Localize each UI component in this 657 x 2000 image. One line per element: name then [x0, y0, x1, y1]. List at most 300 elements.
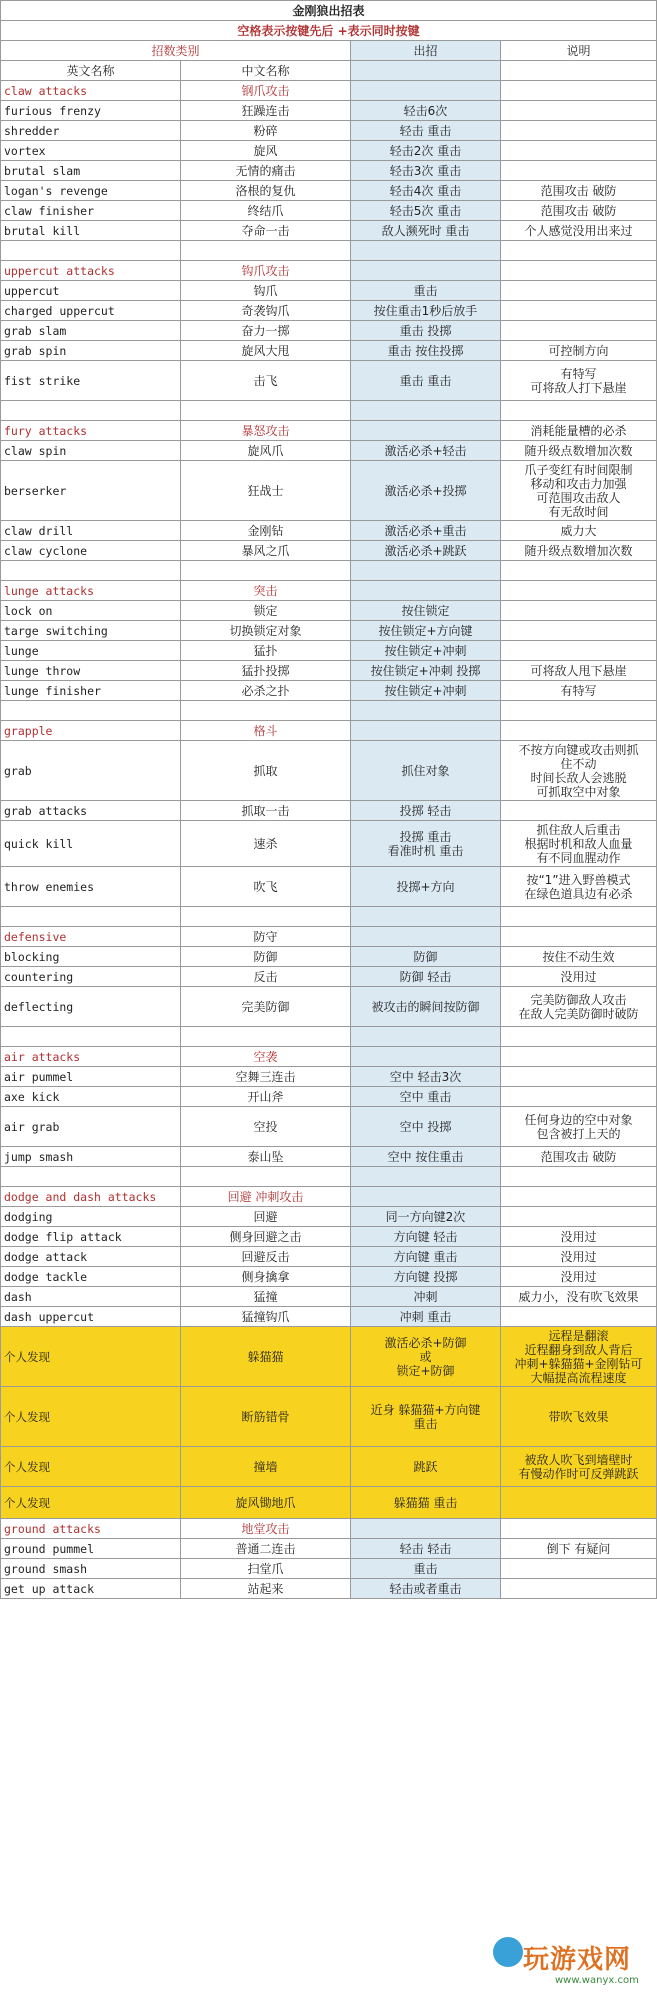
empty-cell [501, 401, 657, 421]
note-cell: 可控制方向 [501, 341, 657, 361]
note-cell: 个人感觉没用出来过 [501, 221, 657, 241]
chinese-name-cell: 突击 [181, 581, 351, 601]
chinese-name-cell: 防守 [181, 927, 351, 947]
move-input-cell: 方向键 重击 [351, 1247, 501, 1267]
move-input-cell [351, 1519, 501, 1539]
chinese-name-cell: 暴风之爪 [181, 541, 351, 561]
move-input-cell: 激活必杀+防御 或 锁定+防御 [351, 1327, 501, 1387]
note-cell: 消耗能量槽的必杀 [501, 421, 657, 441]
table-row [1, 461, 657, 521]
table-row [1, 741, 657, 801]
chinese-name-cell: 躲猫猫 [181, 1327, 351, 1387]
note-cell: 可将敌人甩下悬崖 [501, 661, 657, 681]
chinese-name-cell: 奇袭钩爪 [181, 301, 351, 321]
note-cell: 被敌人吹飞到墙壁时 有慢动作时可反弹跳跃 [501, 1447, 657, 1487]
chinese-name-cell: 钩爪攻击 [181, 261, 351, 281]
move-input-cell: 按住锁定+方向键 [351, 621, 501, 641]
english-name-cell: 个人发现 [1, 1447, 181, 1487]
english-name-cell: lunge throw [1, 661, 181, 681]
chinese-name-cell: 断筋错骨 [181, 1387, 351, 1447]
table-row [1, 1539, 657, 1559]
note-cell [501, 81, 657, 101]
table-row [1, 1447, 657, 1487]
note-cell [501, 161, 657, 181]
chinese-name-cell: 地堂攻击 [181, 1519, 351, 1539]
english-name-cell: defensive [1, 927, 181, 947]
chinese-name-cell: 格斗 [181, 721, 351, 741]
watermark-url: www.wanyx.com [555, 1975, 639, 1986]
english-name-cell: brutal slam [1, 161, 181, 181]
note-cell: 倒下 有疑问 [501, 1539, 657, 1559]
table-row [1, 1559, 657, 1579]
empty-cell [351, 701, 501, 721]
move-input-cell: 按住锁定+冲刺 投掷 [351, 661, 501, 681]
subheader-row [1, 61, 657, 81]
note-cell [501, 301, 657, 321]
category-row [1, 1519, 657, 1539]
note-cell [501, 1307, 657, 1327]
note-cell [501, 1087, 657, 1107]
note-cell [501, 1187, 657, 1207]
page-title: 金刚狼出招表 [1, 1, 657, 21]
note-cell [501, 321, 657, 341]
table-row [1, 1579, 657, 1599]
note-cell: 不按方向键或攻击则抓 住不动 时间长敌人会逃脱 可抓取空中对象 [501, 741, 657, 801]
table-row [1, 181, 657, 201]
table-row [1, 1147, 657, 1167]
note-cell [501, 101, 657, 121]
english-name-cell: quick kill [1, 821, 181, 867]
table-row [1, 1287, 657, 1307]
chinese-name-cell: 锁定 [181, 601, 351, 621]
move-input-cell: 激活必杀+投掷 [351, 461, 501, 521]
chinese-name-cell: 旋风 [181, 141, 351, 161]
table-row [1, 947, 657, 967]
chinese-name-cell: 回避反击 [181, 1247, 351, 1267]
chinese-name-cell: 撞墙 [181, 1447, 351, 1487]
table-row [1, 361, 657, 401]
english-name-cell: blocking [1, 947, 181, 967]
table-row [1, 281, 657, 301]
english-name-cell: 个人发现 [1, 1487, 181, 1519]
table-row [1, 441, 657, 461]
move-input-cell: 重击 按住投掷 [351, 341, 501, 361]
move-input-cell: 投掷+方向 [351, 867, 501, 907]
note-cell: 按住不动生效 [501, 947, 657, 967]
chinese-name-cell: 侧身回避之击 [181, 1227, 351, 1247]
empty-cell [501, 907, 657, 927]
table-row [1, 1307, 657, 1327]
english-name-cell: claw finisher [1, 201, 181, 221]
english-name-cell: dash [1, 1287, 181, 1307]
note-cell: 范围攻击 破防 [501, 181, 657, 201]
english-name-cell: grab attacks [1, 801, 181, 821]
english-name-cell: uppercut attacks [1, 261, 181, 281]
category-row [1, 721, 657, 741]
empty-cell [181, 241, 351, 261]
move-input-cell: 重击 投掷 [351, 321, 501, 341]
empty-cell [1, 561, 181, 581]
chinese-name-cell: 无情的痛击 [181, 161, 351, 181]
move-input-cell: 轻击 重击 [351, 121, 501, 141]
move-input-cell: 空中 轻击3次 [351, 1067, 501, 1087]
chinese-name-cell: 反击 [181, 967, 351, 987]
move-input-cell: 防御 轻击 [351, 967, 501, 987]
chinese-name-cell: 击飞 [181, 361, 351, 401]
watermark-text: 玩游戏网 [523, 1945, 632, 1975]
move-input-cell: 轻击或者重击 [351, 1579, 501, 1599]
move-input-cell: 激活必杀+跳跃 [351, 541, 501, 561]
spacer-row [1, 1027, 657, 1047]
chinese-name-cell: 回避 冲刺攻击 [181, 1187, 351, 1207]
table-row [1, 1227, 657, 1247]
english-name-cell: shredder [1, 121, 181, 141]
note-cell [501, 1207, 657, 1227]
table-row [1, 987, 657, 1027]
empty-cell [351, 241, 501, 261]
chinese-name-cell: 切换锁定对象 [181, 621, 351, 641]
english-name-cell: furious frenzy [1, 101, 181, 121]
table-row [1, 521, 657, 541]
chinese-name-cell: 必杀之扑 [181, 681, 351, 701]
move-input-cell: 投掷 轻击 [351, 801, 501, 821]
move-input-cell: 重击 [351, 1559, 501, 1579]
chinese-name-cell: 完美防御 [181, 987, 351, 1027]
table-row [1, 121, 657, 141]
category-row [1, 421, 657, 441]
empty-cell [1, 907, 181, 927]
moves-table-body [1, 1, 657, 1599]
note-cell: 没用过 [501, 1227, 657, 1247]
chinese-name-cell: 猛扑 [181, 641, 351, 661]
empty-cell [501, 561, 657, 581]
move-input-cell [351, 1187, 501, 1207]
table-row [1, 967, 657, 987]
english-name-cell: air pummel [1, 1067, 181, 1087]
chinese-name-cell: 空投 [181, 1107, 351, 1147]
english-name-cell: targe switching [1, 621, 181, 641]
move-input-cell: 激活必杀+重击 [351, 521, 501, 541]
chinese-name-cell: 开山斧 [181, 1087, 351, 1107]
header-row [1, 41, 657, 61]
empty-cell [351, 401, 501, 421]
empty-cell [501, 1167, 657, 1187]
table-row [1, 681, 657, 701]
english-name-cell: uppercut [1, 281, 181, 301]
note-cell: 远程是翻滚 近程翻身到敌人背后 冲刺+躲猫猫+金刚钻可 大幅提高流程速度 [501, 1327, 657, 1387]
table-row [1, 221, 657, 241]
english-name-cell: get up attack [1, 1579, 181, 1599]
header-notes: 说明 [501, 41, 657, 61]
move-input-cell [351, 421, 501, 441]
note-cell: 抓住敌人后重击 根据时机和敌人血量 有不同血腥动作 [501, 821, 657, 867]
empty-cell [181, 701, 351, 721]
spacer-row [1, 241, 657, 261]
chinese-name-cell: 钩爪 [181, 281, 351, 301]
english-name-cell: air attacks [1, 1047, 181, 1067]
move-input-cell: 轻击4次 重击 [351, 181, 501, 201]
note-cell [501, 927, 657, 947]
chinese-name-cell: 速杀 [181, 821, 351, 867]
english-name-cell: lunge [1, 641, 181, 661]
english-name-cell: 个人发现 [1, 1327, 181, 1387]
table-row [1, 621, 657, 641]
english-name-cell: grab spin [1, 341, 181, 361]
empty-cell [351, 1027, 501, 1047]
english-name-cell: berserker [1, 461, 181, 521]
chinese-name-cell: 侧身擒拿 [181, 1267, 351, 1287]
move-input-cell: 激活必杀+轻击 [351, 441, 501, 461]
category-row [1, 581, 657, 601]
chinese-name-cell: 泰山坠 [181, 1147, 351, 1167]
table-row [1, 1067, 657, 1087]
table-row [1, 1207, 657, 1227]
note-cell: 有特写 可将敌人打下悬崖 [501, 361, 657, 401]
english-name-cell: grab [1, 741, 181, 801]
note-cell: 范围攻击 破防 [501, 1147, 657, 1167]
note-cell: 没用过 [501, 967, 657, 987]
table-row [1, 301, 657, 321]
move-input-cell: 按住锁定+冲刺 [351, 681, 501, 701]
spacer-row [1, 401, 657, 421]
english-name-cell: logan's revenge [1, 181, 181, 201]
note-cell: 任何身边的空中对象 包含被打上天的 [501, 1107, 657, 1147]
move-input-cell: 方向键 轻击 [351, 1227, 501, 1247]
note-cell [501, 601, 657, 621]
english-name-cell: dodge and dash attacks [1, 1187, 181, 1207]
move-input-cell: 冲刺 重击 [351, 1307, 501, 1327]
table-row [1, 541, 657, 561]
note-cell: 完美防御敌人攻击 在敌人完美防御时破防 [501, 987, 657, 1027]
empty-cell [501, 241, 657, 261]
chinese-name-cell: 暴怒攻击 [181, 421, 351, 441]
move-input-cell: 方向键 投掷 [351, 1267, 501, 1287]
move-input-cell: 按住锁定+冲刺 [351, 641, 501, 661]
note-cell: 没用过 [501, 1267, 657, 1287]
note-cell: 带吹飞效果 [501, 1387, 657, 1447]
move-input-cell [351, 581, 501, 601]
move-input-cell: 重击 [351, 281, 501, 301]
empty-cell [1, 241, 181, 261]
english-name-cell: countering [1, 967, 181, 987]
chinese-name-cell: 空袭 [181, 1047, 351, 1067]
chinese-name-cell: 旋风爪 [181, 441, 351, 461]
move-input-cell [351, 81, 501, 101]
category-row [1, 81, 657, 101]
move-input-cell: 轻击 轻击 [351, 1539, 501, 1559]
move-input-cell: 按住锁定 [351, 601, 501, 621]
english-name-cell: dodge attack [1, 1247, 181, 1267]
english-name-cell: vortex [1, 141, 181, 161]
table-row [1, 1327, 657, 1387]
english-name-cell: axe kick [1, 1087, 181, 1107]
table-row [1, 1387, 657, 1447]
note-cell [501, 801, 657, 821]
english-name-cell: throw enemies [1, 867, 181, 907]
chinese-name-cell: 回避 [181, 1207, 351, 1227]
chinese-name-cell: 金刚钻 [181, 521, 351, 541]
chinese-name-cell: 抓取一击 [181, 801, 351, 821]
header-moves-empty [351, 61, 501, 81]
title-row [1, 1, 657, 21]
table-row [1, 321, 657, 341]
move-input-cell: 按住重击1秒后放手 [351, 301, 501, 321]
header-moves: 出招 [351, 41, 501, 61]
chinese-name-cell: 钢爪攻击 [181, 81, 351, 101]
english-name-cell: dodging [1, 1207, 181, 1227]
chinese-name-cell: 站起来 [181, 1579, 351, 1599]
english-name-cell: claw cyclone [1, 541, 181, 561]
move-input-cell: 抓住对象 [351, 741, 501, 801]
chinese-name-cell: 奋力一掷 [181, 321, 351, 341]
move-input-cell: 投掷 重击 看准时机 重击 [351, 821, 501, 867]
category-row [1, 1047, 657, 1067]
move-input-cell: 轻击2次 重击 [351, 141, 501, 161]
empty-cell [181, 907, 351, 927]
chinese-name-cell: 防御 [181, 947, 351, 967]
english-name-cell: jump smash [1, 1147, 181, 1167]
empty-cell [1, 401, 181, 421]
english-name-cell: lock on [1, 601, 181, 621]
chinese-name-cell: 普通二连击 [181, 1539, 351, 1559]
header-chinese: 中文名称 [181, 61, 351, 81]
chinese-name-cell: 旋风锄地爪 [181, 1487, 351, 1519]
english-name-cell: dash uppercut [1, 1307, 181, 1327]
empty-cell [351, 561, 501, 581]
note-cell [501, 641, 657, 661]
category-row [1, 927, 657, 947]
english-name-cell: 个人发现 [1, 1387, 181, 1447]
chinese-name-cell: 狂躁连击 [181, 101, 351, 121]
english-name-cell: grab slam [1, 321, 181, 341]
move-input-cell: 跳跃 [351, 1447, 501, 1487]
table-row [1, 1087, 657, 1107]
table-row [1, 341, 657, 361]
table-row [1, 801, 657, 821]
english-name-cell: ground attacks [1, 1519, 181, 1539]
chinese-name-cell: 空舞三连击 [181, 1067, 351, 1087]
empty-cell [501, 701, 657, 721]
english-name-cell: claw spin [1, 441, 181, 461]
move-input-cell: 重击 重击 [351, 361, 501, 401]
note-cell [501, 1487, 657, 1519]
chinese-name-cell: 猛撞钩爪 [181, 1307, 351, 1327]
watermark [493, 1935, 643, 1993]
move-input-cell: 近身 躲猫猫+方向键 重击 [351, 1387, 501, 1447]
header-english: 英文名称 [1, 61, 181, 81]
empty-cell [181, 1167, 351, 1187]
move-input-cell: 冲刺 [351, 1287, 501, 1307]
empty-cell [181, 401, 351, 421]
note-cell: 按“1”进入野兽模式 在绿色道具边有必杀 [501, 867, 657, 907]
chinese-name-cell: 旋风大甩 [181, 341, 351, 361]
note-cell: 随升级点数增加次数 [501, 441, 657, 461]
chinese-name-cell: 洛根的复仇 [181, 181, 351, 201]
note-cell [501, 281, 657, 301]
note-cell [501, 261, 657, 281]
note-cell [501, 721, 657, 741]
note-cell [501, 1067, 657, 1087]
header-category: 招数类别 [1, 41, 351, 61]
table-row [1, 1267, 657, 1287]
table-row [1, 601, 657, 621]
spacer-row [1, 1167, 657, 1187]
table-row [1, 821, 657, 867]
move-input-cell: 空中 投掷 [351, 1107, 501, 1147]
move-input-cell: 敌人濒死时 重击 [351, 221, 501, 241]
table-row [1, 101, 657, 121]
note-cell [501, 621, 657, 641]
note-cell: 有特写 [501, 681, 657, 701]
header-notes-empty [501, 61, 657, 81]
move-input-cell: 被攻击的瞬间按防御 [351, 987, 501, 1027]
chinese-name-cell: 终结爪 [181, 201, 351, 221]
english-name-cell: lunge finisher [1, 681, 181, 701]
move-input-cell: 轻击5次 重击 [351, 201, 501, 221]
category-row [1, 261, 657, 281]
english-name-cell: fist strike [1, 361, 181, 401]
note-cell [501, 121, 657, 141]
table-row [1, 1487, 657, 1519]
chinese-name-cell: 猛扑投掷 [181, 661, 351, 681]
move-input-cell: 同一方向键2次 [351, 1207, 501, 1227]
english-name-cell: lunge attacks [1, 581, 181, 601]
move-input-cell: 轻击6次 [351, 101, 501, 121]
chinese-name-cell: 扫堂爪 [181, 1559, 351, 1579]
chinese-name-cell: 猛撞 [181, 1287, 351, 1307]
chinese-name-cell: 抓取 [181, 741, 351, 801]
english-name-cell: fury attacks [1, 421, 181, 441]
empty-cell [181, 1027, 351, 1047]
empty-cell [501, 1027, 657, 1047]
watermark-logo-icon [493, 1937, 523, 1967]
note-cell: 威力小，没有吹飞效果 [501, 1287, 657, 1307]
move-input-cell: 空中 重击 [351, 1087, 501, 1107]
chinese-name-cell: 吹飞 [181, 867, 351, 907]
english-name-cell: air grab [1, 1107, 181, 1147]
chinese-name-cell: 粉碎 [181, 121, 351, 141]
legend-note: 空格表示按键先后 +表示同时按键 [1, 21, 657, 41]
note-cell [501, 141, 657, 161]
english-name-cell: ground smash [1, 1559, 181, 1579]
note-cell: 范围攻击 破防 [501, 201, 657, 221]
move-input-cell: 空中 按住重击 [351, 1147, 501, 1167]
english-name-cell: brutal kill [1, 221, 181, 241]
english-name-cell: grapple [1, 721, 181, 741]
table-row [1, 161, 657, 181]
empty-cell [351, 907, 501, 927]
english-name-cell: claw drill [1, 521, 181, 541]
english-name-cell: dodge flip attack [1, 1227, 181, 1247]
table-row [1, 641, 657, 661]
note-cell: 威力大 [501, 521, 657, 541]
spacer-row [1, 907, 657, 927]
english-name-cell: deflecting [1, 987, 181, 1027]
move-input-cell: 轻击3次 重击 [351, 161, 501, 181]
table-row [1, 867, 657, 907]
note-cell: 没用过 [501, 1247, 657, 1267]
empty-cell [351, 1167, 501, 1187]
empty-cell [1, 1027, 181, 1047]
english-name-cell: ground pummel [1, 1539, 181, 1559]
note-cell [501, 1579, 657, 1599]
spacer-row [1, 561, 657, 581]
note-cell [501, 1047, 657, 1067]
empty-cell [181, 561, 351, 581]
chinese-name-cell: 夺命一击 [181, 221, 351, 241]
move-input-cell [351, 927, 501, 947]
note-cell [501, 1559, 657, 1579]
